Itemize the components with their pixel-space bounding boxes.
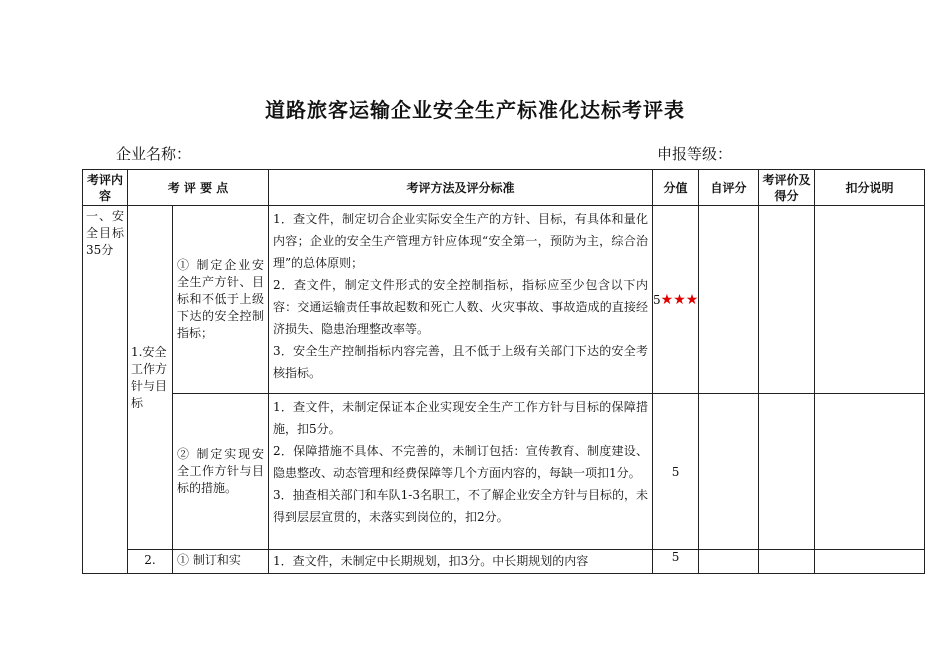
review-score-cell[interactable] xyxy=(759,550,815,574)
review-score-cell[interactable] xyxy=(759,394,815,550)
score-value: 5 xyxy=(653,292,661,307)
criteria-item: 1．查文件，未制定中长期规划，扣3分。中长期规划的内容 xyxy=(269,550,653,574)
header-review-score: 考评价及得分 xyxy=(759,170,815,206)
criteria-item: 1．查文件，未制定保证本企业实现安全生产工作方针与目标的保障措施，扣5分。 xyxy=(273,400,649,436)
criteria-item: 2．查文件，制定文件形式的安全控制指标，指标应至少包含以下内容：交通运输责任事故起数和死亡人数、火灾事故、事故造成的直接经济损失、隐患治理整改率等。 xyxy=(273,278,649,336)
criteria-item: 1．查文件，制定切合企业实际安全生产的方针、目标，有具体和量化内容；企业的安全生产管理方针应体现“安全第一，预防为主，综合治理”的总体原则； xyxy=(273,212,649,270)
header-deduction-note: 扣分说明 xyxy=(815,170,925,206)
star-icon: ★★★ xyxy=(660,291,699,308)
evaluation-point: ① 制订和实 xyxy=(173,550,269,574)
header-score: 分值 xyxy=(653,170,699,206)
deduction-note-cell[interactable] xyxy=(815,394,925,550)
apply-level-label: 申报等级： xyxy=(657,145,733,163)
evaluation-point: ① 制定企业安全生产方针、目标和不低于上级下达的安全控制指标； xyxy=(173,206,269,394)
sub-section-label: 1.安全工作方针与目标 xyxy=(128,206,173,550)
self-score-cell[interactable] xyxy=(699,550,759,574)
self-score-cell[interactable] xyxy=(699,394,759,550)
sub-section-label: 2. xyxy=(128,550,173,574)
criteria-cell xyxy=(269,206,653,394)
criteria-item: 3．安全生产控制指标内容完善，且不低于上级有关部门下达的安全考核指标。 xyxy=(273,344,649,380)
header-self-score: 自评分 xyxy=(699,170,759,206)
document-title: 道路旅客运输企业安全生产标准化达标考评表 xyxy=(265,98,685,122)
criteria-item: 2．保障措施不具体、不完善的，未制订包括：宣传教育、制度建设、隐患整改、动态管理和经费保障等几个方面内容的，每缺一项扣1分。 xyxy=(273,444,649,480)
table-row xyxy=(83,394,925,550)
self-score-cell[interactable] xyxy=(699,206,759,394)
header-content: 考评内容 xyxy=(83,170,128,206)
company-name-label: 企业名称： xyxy=(116,145,192,163)
score-value: 5 xyxy=(653,394,699,550)
section-label: 一、安全目标35分 xyxy=(83,206,128,574)
header-method: 考评方法及评分标准 xyxy=(269,170,653,206)
criteria-item: 3．抽查相关部门和车队1-3名职工，不了解企业安全方针与目标的，未得到层层宣贯的，未落实到岗位的，扣2分。 xyxy=(273,488,649,524)
table-header-row xyxy=(83,170,925,206)
evaluation-table xyxy=(82,169,925,574)
criteria-cell xyxy=(269,394,653,550)
score-value: 5 xyxy=(653,550,699,574)
score-cell xyxy=(653,206,699,394)
deduction-note-cell[interactable] xyxy=(815,550,925,574)
table-row xyxy=(83,206,925,394)
evaluation-point: ② 制定实现安全工作方针与目标的措施。 xyxy=(173,394,269,550)
review-score-cell[interactable] xyxy=(759,206,815,394)
deduction-note-cell[interactable] xyxy=(815,206,925,394)
table-row xyxy=(83,550,925,574)
header-points: 考 评 要 点 xyxy=(128,170,269,206)
